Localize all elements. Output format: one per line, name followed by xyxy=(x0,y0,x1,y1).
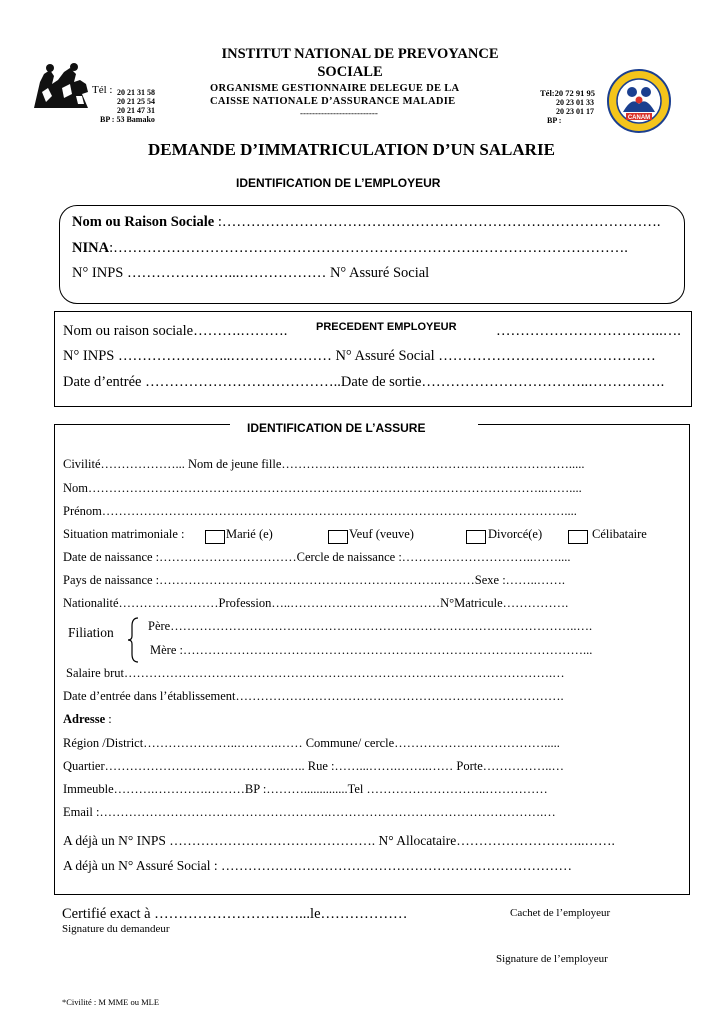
filiation-label: Filiation xyxy=(68,625,114,640)
signature-demandeur: Signature du demandeur xyxy=(62,923,170,935)
left-phone-2: 20 21 25 54 xyxy=(117,97,155,106)
header-title-text-1: INSTITUT NATIONAL DE PREVOYANCE xyxy=(221,46,499,62)
previous-employer-line-dates[interactable]: Date d’entrée …………………………………..Date de sortie……………………………..……………. xyxy=(63,374,665,390)
header-subtitle-line-1: ORGANISME GESTIONNAIRE DELEGUE DE LA xyxy=(210,83,460,94)
right-logo xyxy=(606,68,672,134)
situation-label: Situation matrimoniale : xyxy=(63,527,185,541)
veuf-checkbox[interactable] xyxy=(328,530,348,544)
previous-employer-line-name-left[interactable]: Nom ou raison sociale……….………. xyxy=(63,323,288,339)
document-title: DEMANDE D’IMMATRICULATION D’UN SALARIE xyxy=(148,140,555,159)
prenom-line[interactable]: Prénom………………………………………………………………………………………………….... xyxy=(63,504,577,518)
previous-employer-line-name-right[interactable]: ……………………………..…. xyxy=(496,323,681,339)
inps-line[interactable]: A déjà un N° INPS ………………………………………. N° Allocataire………………………..……. xyxy=(63,833,615,848)
civilite-line[interactable]: Civilité………………... Nom de jeune fille……………………………………………………………..... xyxy=(63,457,585,471)
header-subtitle-line-2: CAISSE NATIONALE D’ASSURANCE MALADIE xyxy=(210,96,456,107)
region-line[interactable]: Région /District…………………..……….…… Commune/ cercle………………………………..... xyxy=(63,736,560,750)
insured-section-heading: IDENTIFICATION DE L’ASSURE xyxy=(247,421,426,435)
immeuble-line[interactable]: Immeuble……….………….………BP :………..............Tel ………………………..…………… xyxy=(63,782,548,796)
divorce-checkbox[interactable] xyxy=(466,530,486,544)
marie-checkbox[interactable] xyxy=(205,530,225,544)
left-phone-3: 20 21 47 31 xyxy=(117,106,155,115)
employer-name-label: Nom ou Raison Sociale xyxy=(72,214,215,230)
employer-line-inps[interactable]: N° INPS …………………...……………… N° Assuré Social xyxy=(72,265,430,281)
right-phone-2: 20 23 01 33 xyxy=(556,98,594,107)
right-tel-line: Tél:20 72 91 95 xyxy=(540,88,596,98)
email-line[interactable]: Email :……………………………………………….…………………………………………….… xyxy=(63,805,556,819)
employer-line-nina xyxy=(72,240,628,257)
cachet-employeur: Cachet de l’employeur xyxy=(510,907,611,919)
employer-nina-label: NINA xyxy=(72,240,110,256)
naissance-line[interactable]: Date de naissance :……………………………Cercle de naissance :…………………………..…….... xyxy=(63,550,571,564)
header-title-line-1 xyxy=(0,46,724,63)
certifie-line[interactable]: Certifié exact à …………………………...le……………… xyxy=(62,906,408,922)
canam-seal-icon xyxy=(606,68,672,134)
filiation-brace-icon xyxy=(126,616,140,669)
civilite-note: *Civilité : M MME ou MLE xyxy=(62,997,160,1007)
salaire-line[interactable]: Salaire brut………………………………………………………………………………………….… xyxy=(66,666,565,680)
left-phone-1: 20 21 31 58 xyxy=(117,88,155,97)
employer-line-name xyxy=(72,214,660,231)
left-bp: BP : 53 Bamako xyxy=(100,115,155,124)
employer-nina-field[interactable]: :………………………………………………………………….…………………………. xyxy=(109,240,628,256)
previous-employer-line-inps[interactable]: N° INPS …………………...………………… N° Assuré Social ……………………………………… xyxy=(63,348,656,364)
nationalite-line[interactable]: Nationalité……………………Profession…..………………………………N°Matricule……………. xyxy=(63,596,569,610)
pays-line[interactable]: Pays de naissance :………………………………………………………….………Sexe :……..……. xyxy=(63,573,566,587)
quartier-line[interactable]: Quartier……………………………………..….. Rue :……...…….……..…… Porte……………..… xyxy=(63,759,565,773)
employer-name-field[interactable]: :………………………………………………………………………………. xyxy=(214,214,661,230)
header-title-text-2: SOCIALE xyxy=(317,64,383,80)
veuf-label: Veuf (veuve) xyxy=(349,527,414,541)
right-phone-3: 20 23 01 17 xyxy=(556,107,594,116)
adresse-label: Adresse xyxy=(63,712,106,726)
left-tel-label: Tél : xyxy=(92,84,113,96)
celibataire-checkbox[interactable] xyxy=(568,530,588,544)
header-dashes: -------------------------- xyxy=(300,108,378,118)
marie-label: Marié (e) xyxy=(226,527,273,541)
employer-section-heading: IDENTIFICATION DE L’EMPLOYEUR xyxy=(236,176,441,190)
previous-employer-heading: PRECEDENT EMPLOYEUR xyxy=(316,321,457,333)
adresse-colon: : xyxy=(105,712,112,726)
mere-line[interactable]: Mère :……………………………………………………………………………………... xyxy=(150,643,593,657)
adresse-line xyxy=(63,712,112,727)
nom-line[interactable]: Nom………………………………………………………………………………………………..…….... xyxy=(63,481,582,495)
signature-employeur: Signature de l’employeur xyxy=(496,953,608,965)
divorce-label: Divorcé(e) xyxy=(488,527,543,541)
canam-logo-text: CANAM xyxy=(627,115,651,121)
celibataire-label: Célibataire xyxy=(592,527,647,541)
date-entree-line[interactable]: Date d’entrée dans l’établissement……………………………………………………………………. xyxy=(63,689,564,703)
assure-social-line[interactable]: A déjà un N° Assuré Social : …………………………………………………………………… xyxy=(63,858,573,873)
pere-line[interactable]: Père……………………………………………………………………………………..…. xyxy=(148,619,593,633)
right-bp: BP : xyxy=(547,116,562,125)
